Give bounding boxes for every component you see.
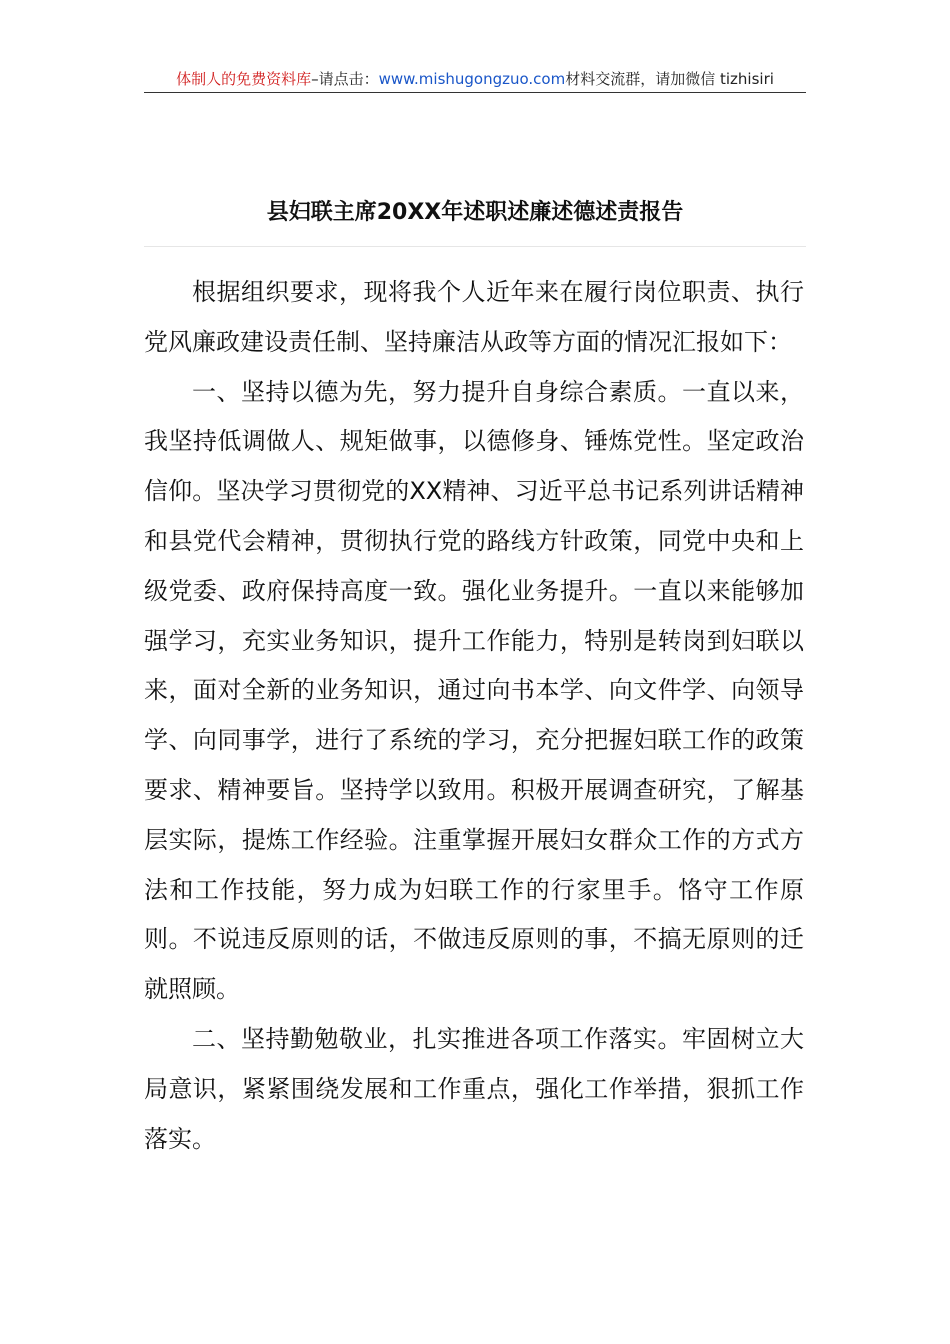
header-separator: –请点击： — [311, 70, 379, 88]
paragraph-section-2: 二、坚持勤勉敬业，扎实推进各项工作落实。牢固树立大局意识，紧紧围绕发展和工作重点，强化工作举措，狠抓工作落实。 — [144, 1024, 804, 1153]
header-brand[interactable]: 体制人的免费资料库 — [176, 70, 312, 88]
page-header — [144, 68, 806, 93]
document-body — [144, 268, 804, 1164]
paragraph-section-1: 一、坚持以德为先，努力提升自身综合素质。一直以来，我坚持低调做人、规矩做事，以德修身、锤炼党性。坚定政治信仰。坚决学习贯彻党的XX精神、习近平总书记系列讲话精神和县党代会精神，贯彻执行党的路线方针政策，同党中央和上级党委、政府保持高度一致。强化业务提升。一直以来能够加强学习，充实业务知识，提升工作能力，特别是转岗到妇联以来，面对全新的业务知识，通过向书本学、向文件学、向领导学、向同事学，进行了系统的学习，充分把握妇联工作的政策要求、精神要旨。坚持学以致用。积极开展调查研究，了解基层实际，提炼工作经验。注重掌握开展妇女群众工作的方式方法和工作技能，努力成为妇联工作的行家里手。恪守工作原则。不说违反原则的话，不做违反原则的事，不搞无原则的迁就照顾。 — [144, 377, 804, 1004]
document-title: 县妇联主席20XX年述职述廉述德述责报告 — [266, 200, 684, 225]
paragraph-intro: 根据组织要求，现将我个人近年来在履行岗位职责、执行党风廉政建设责任制、坚持廉洁从政等方面的情况汇报如下： — [144, 278, 804, 356]
title-divider — [144, 246, 806, 247]
header-wechat-note: 材料交流群，请加微信 tizhisiri — [565, 70, 774, 88]
header-link[interactable]: www.mishugongzuo.com — [378, 70, 566, 88]
